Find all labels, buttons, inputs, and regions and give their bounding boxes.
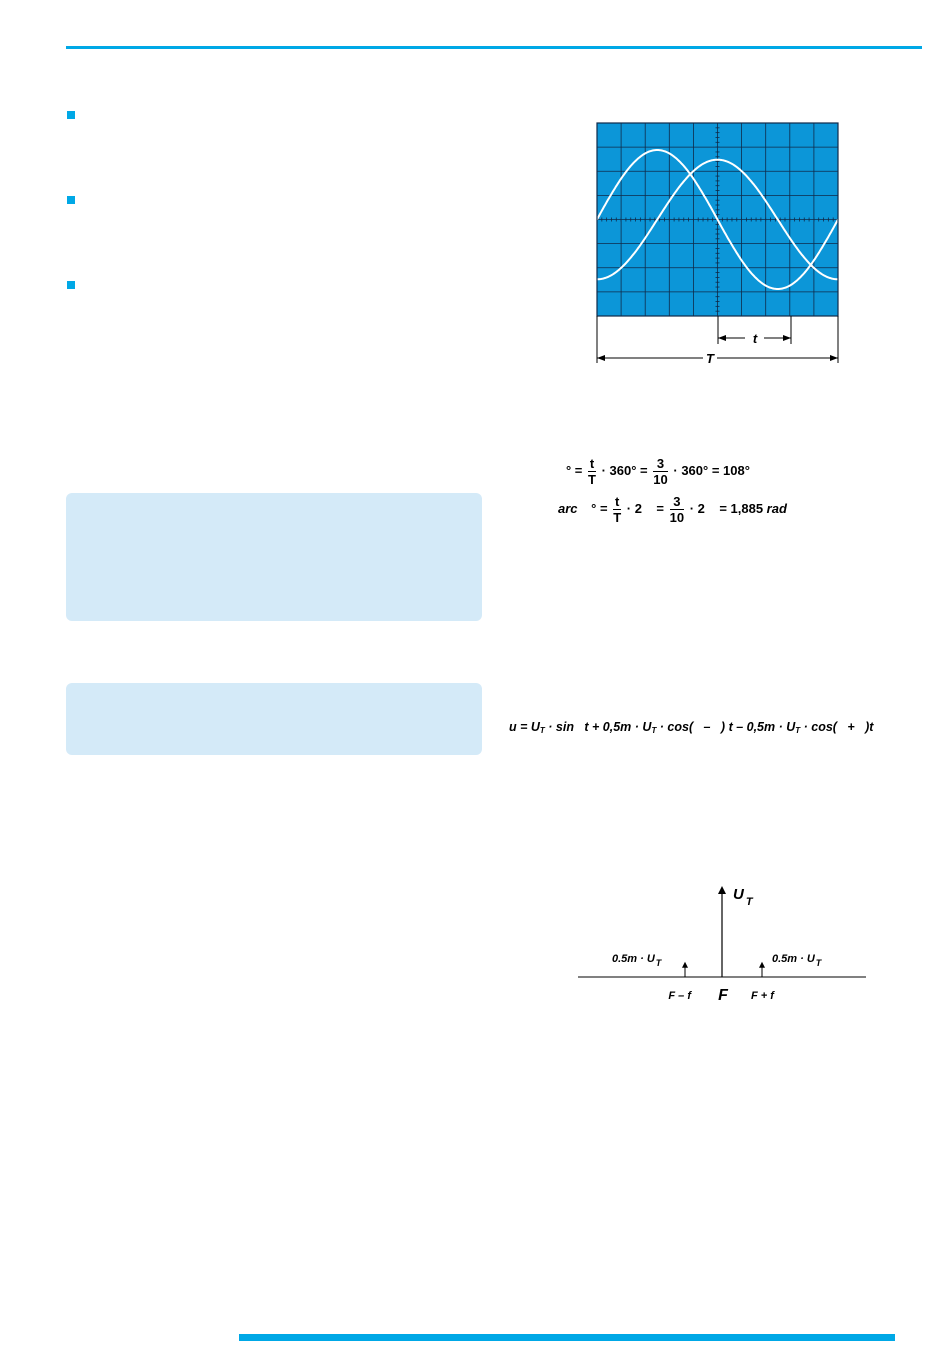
fraction-numerator: 3: [670, 494, 684, 510]
formula-am-signal: [509, 720, 873, 735]
header-rule: [66, 46, 922, 49]
lower-sideband-amplitude-label: $0.5m \cdot U_T$: [612, 953, 662, 968]
fraction-denominator: T: [613, 510, 622, 525]
fraction: [588, 456, 596, 487]
carrier-arrowhead: [718, 886, 726, 894]
footer-rule: [239, 1334, 895, 1341]
bullet-marker: [67, 281, 75, 289]
highlight-box: [66, 683, 482, 755]
carrier-amplitude-label: U $_T$: [733, 886, 753, 908]
upper-sideband-amplitude-label: $0.5m \cdot U_T$: [772, 953, 822, 968]
fraction-numerator: t: [589, 456, 595, 471]
formula-text: ° =: [591, 500, 608, 516]
time-shift-label: t: [752, 331, 758, 346]
formula-text: · 360° = 108°: [673, 462, 750, 478]
fraction: [613, 494, 621, 525]
highlight-box: [66, 493, 482, 621]
formula-phase-degrees: [566, 456, 750, 487]
lower-sideband-arrowhead: [682, 962, 688, 968]
formula-subscript: T: [539, 726, 545, 735]
period-label: T: [706, 351, 714, 366]
oscilloscope-figure: [590, 118, 846, 368]
formula-subscript: T: [795, 726, 801, 735]
dimension-lines: [597, 316, 838, 363]
formula-text: · 2 = 1,885: [689, 500, 767, 516]
formula-text: · 2 =: [626, 500, 664, 516]
upper-sideband-arrowhead: [759, 962, 765, 968]
oscilloscope-screen: [597, 123, 838, 316]
bullet-marker: [67, 196, 75, 204]
fraction-denominator: 10: [653, 472, 668, 487]
formula-text: · cos( + )t: [800, 720, 874, 734]
formula-phase-radians: [558, 494, 787, 525]
spectrum-diagram: [570, 878, 870, 1008]
formula-unit: rad: [766, 500, 787, 516]
carrier-frequency-label: F: [718, 987, 728, 1004]
formula-text: · sin t + 0,5m · U: [544, 720, 652, 734]
formula-text: · 360° =: [601, 462, 648, 478]
formula-text: · cos( – ) t – 0,5m · U: [656, 720, 796, 734]
fraction: [653, 456, 667, 487]
formula-text: ° =: [566, 462, 583, 478]
upper-frequency-label: F + f: [751, 990, 774, 1002]
formula-text: arc: [558, 500, 578, 516]
fraction-numerator: 3: [653, 456, 667, 472]
fraction: [670, 494, 684, 525]
fraction-denominator: T: [588, 472, 596, 487]
formula-text: u = U: [509, 720, 540, 734]
bullet-marker: [67, 111, 75, 119]
fraction-numerator: t: [614, 494, 620, 509]
formula-subscript: T: [651, 726, 657, 735]
lower-frequency-label: F – f: [668, 990, 691, 1002]
fraction-denominator: 10: [669, 510, 685, 525]
